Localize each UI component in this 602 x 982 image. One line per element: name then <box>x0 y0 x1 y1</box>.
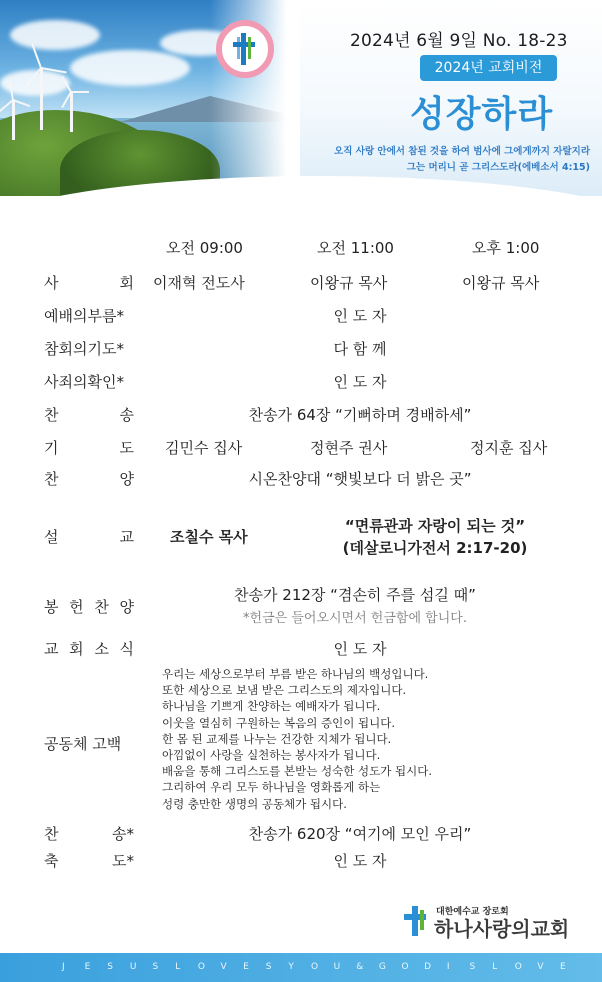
verse-line: 그는 머리니 곧 그리스도라(에베소서 4:15) <box>406 162 590 173</box>
motto-letter: L <box>492 962 498 972</box>
row-label: 설 교 <box>44 528 134 546</box>
bulletin-header <box>0 0 602 196</box>
offering-note: *헌금은 들어오시면서 헌금함에 합니다. <box>243 611 467 626</box>
confession-line: 한 몸 된 교제를 나누는 건강한 지체가 됩니다. <box>162 731 392 746</box>
motto-letter: S <box>152 962 159 972</box>
row-label: 참회의기도* <box>44 340 124 358</box>
row-value: 찬송가 620장 “여기에 모인 우리” <box>248 825 472 843</box>
church-cross-icon <box>404 905 432 937</box>
sermon-preacher: 조칠수 목사 <box>170 528 248 546</box>
sermon-scripture: (데살로니가전서 2:17-20) <box>342 539 528 557</box>
motto-letter: S <box>265 962 272 972</box>
motto-letter: O <box>197 962 205 972</box>
row-value: 찬송가 64장 “기뻐하며 경배하세” <box>248 406 472 424</box>
motto-letter: U <box>333 962 341 972</box>
church-name: 하나사랑의교회 <box>434 917 570 941</box>
presider-second: 이왕규 목사 <box>310 274 388 292</box>
bulletin-date: 2024년 6월 9일 No. 18-23 <box>350 31 568 51</box>
confession-line: 또한 세상으로 보냄 받은 그리스도의 제자입니다. <box>162 683 407 698</box>
row-label: 사죄의확인* <box>44 373 124 391</box>
prayer-second: 정현주 권사 <box>310 439 388 457</box>
confession-line: 이웃을 열심히 구원하는 복음의 증인이 됩니다. <box>162 715 396 730</box>
presider-first: 이재혁 전도사 <box>153 274 245 292</box>
motto-letter: V <box>220 962 227 972</box>
motto-letter: L <box>175 962 181 972</box>
community-confession-text <box>162 666 562 812</box>
row-value: 인 도 자 <box>333 373 387 391</box>
row-label: 공동체 고백 <box>44 735 122 753</box>
prayer-third: 정지훈 집사 <box>470 439 548 457</box>
motto-letter: D <box>424 962 432 972</box>
motto-letter: S <box>107 962 113 972</box>
row-label: 사 회 <box>44 274 134 292</box>
confession-line: 아낌없이 사랑을 실천하는 봉사자가 됩니다. <box>162 748 381 763</box>
row-value: 다 함 께 <box>333 340 387 358</box>
time-first: 오전 09:00 <box>166 239 243 257</box>
motto-letter: S <box>469 962 476 972</box>
row-value: 인 도 자 <box>333 307 387 325</box>
confession-line: 성령 충만한 생명의 공동체가 됩시다. <box>162 796 347 811</box>
vision-badge: 2024년 교회비전 <box>420 55 557 81</box>
vision-slogan: 성장하라 <box>410 94 554 135</box>
cross-icon <box>216 20 274 78</box>
row-value: 시온찬양대 “햇빛보다 더 밝은 곳” <box>248 470 472 488</box>
confession-line: 배움을 통해 그리스도를 본받는 성숙한 성도가 됩시다. <box>162 764 432 779</box>
motto-letter: V <box>537 962 544 972</box>
sermon-title: “면류관과 자랑이 되는 것” <box>344 517 526 535</box>
row-label: 예배의부름* <box>44 307 124 325</box>
prayer-first: 김민수 집사 <box>165 439 243 457</box>
denomination-label: 대한예수교 장로회 <box>436 907 509 917</box>
row-value: 인 도 자 <box>333 852 387 870</box>
confession-line: 그리하여 우리 모두 하나님을 영화롭게 하는 <box>162 780 381 795</box>
row-label: 봉 헌 찬 양 <box>44 598 134 616</box>
motto-letter: E <box>84 962 91 972</box>
row-value: 인 도 자 <box>333 640 387 658</box>
motto-letter: O <box>401 962 409 972</box>
vision-verse <box>288 144 590 176</box>
row-label: 기 도 <box>44 439 134 457</box>
verse-line: 오직 사랑 안에서 참된 것을 하여 범사에 그에게까지 자랄지라 <box>334 146 590 157</box>
motto-letter: O <box>311 962 319 972</box>
motto-letter: I <box>446 962 450 972</box>
row-label: 축 도* <box>44 852 134 870</box>
motto-letter: U <box>129 962 137 972</box>
motto-letter: Y <box>288 962 294 972</box>
motto-letter: O <box>514 962 522 972</box>
motto-letter: & <box>356 962 364 972</box>
motto-letter: E <box>243 962 249 972</box>
offering-hymn: 찬송가 212장 “겸손히 주를 섬길 때” <box>234 586 476 604</box>
motto-letter: G <box>378 962 386 972</box>
time-second: 오전 11:00 <box>317 239 394 257</box>
presider-third: 이왕규 목사 <box>462 274 540 292</box>
confession-line: 하나님을 기쁘게 찬양하는 예배자가 됩니다. <box>162 699 381 714</box>
row-label: 교 회 소 식 <box>44 640 134 658</box>
motto-letter: E <box>560 962 566 972</box>
row-label: 찬 송 <box>44 406 134 424</box>
time-third: 오후 1:00 <box>472 239 540 257</box>
row-label: 찬 송* <box>44 825 134 843</box>
confession-line: 우리는 세상으로부터 부름 받은 하나님의 백성입니다. <box>162 667 429 681</box>
motto-letter: J <box>62 962 65 972</box>
motto-banner <box>0 953 602 982</box>
row-label: 찬 양 <box>44 470 134 488</box>
